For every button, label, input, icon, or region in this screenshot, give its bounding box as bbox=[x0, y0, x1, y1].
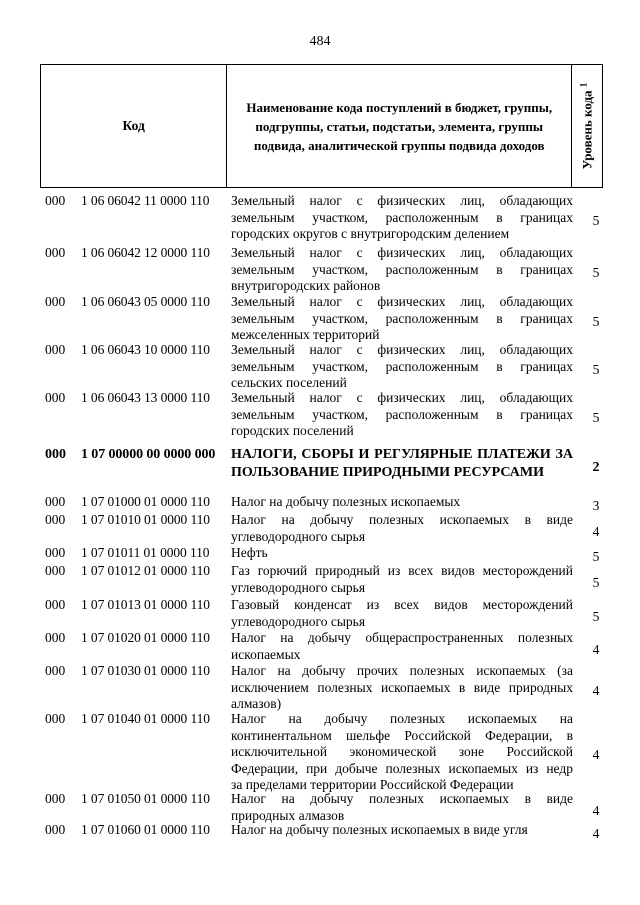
level-cell: 4 bbox=[592, 826, 600, 841]
footnote-marker: 1 bbox=[578, 82, 589, 88]
name-line: исключением полезных ископаемых в виде природных bbox=[231, 679, 573, 695]
level-cell: 2 bbox=[592, 460, 600, 475]
name-line: углеводородного сырья bbox=[231, 528, 366, 544]
table-header bbox=[40, 64, 603, 188]
name-line: природных алмазов bbox=[231, 807, 345, 823]
admin-code-cell: 000 bbox=[45, 630, 66, 645]
level-cell: 4 bbox=[592, 642, 600, 658]
level-cell: 5 bbox=[592, 575, 600, 591]
name-line: углеводородного сырья bbox=[231, 613, 366, 629]
admin-code-cell: 000 bbox=[45, 545, 66, 560]
name-line: городских поселений bbox=[231, 423, 354, 438]
budget-code-cell: 1 07 01000 01 0000 110 bbox=[81, 494, 210, 509]
name-line: земельным участком, расположенным в границах bbox=[231, 261, 573, 277]
budget-code-cell: 1 06 06043 13 0000 110 bbox=[81, 390, 210, 405]
budget-code-cell: 1 07 01013 01 0000 110 bbox=[81, 597, 210, 612]
name-line: внутригородских районов bbox=[231, 278, 381, 293]
level-cell: 5 bbox=[592, 313, 600, 329]
level-cell: 5 bbox=[592, 609, 600, 625]
name-line: Налог на добычу прочих полезных ископаемых (за bbox=[231, 663, 573, 678]
name-line: ископаемых bbox=[231, 646, 301, 662]
name-cell bbox=[231, 342, 573, 392]
level-cell: 4 bbox=[592, 682, 600, 698]
level-cell: 5 bbox=[592, 212, 600, 228]
name-cell bbox=[231, 630, 573, 663]
budget-code-cell: 1 07 01050 01 0000 110 bbox=[81, 791, 210, 806]
name-line: Земельный налог с физических лиц, обладающих bbox=[231, 294, 573, 309]
name-line: земельным участком, расположенным в границах bbox=[231, 406, 573, 422]
name-cell bbox=[231, 597, 573, 630]
name-cell bbox=[231, 512, 573, 545]
budget-code-cell: 1 06 06043 05 0000 110 bbox=[81, 294, 210, 309]
name-line: межселенных территорий bbox=[231, 327, 380, 342]
admin-code-cell: 000 bbox=[45, 663, 66, 678]
budget-code-cell: 1 06 06042 12 0000 110 bbox=[81, 245, 210, 260]
budget-code-cell: 1 07 01010 01 0000 110 bbox=[81, 512, 210, 527]
name-cell bbox=[231, 390, 573, 440]
page-number: 484 bbox=[309, 34, 331, 49]
name-cell bbox=[231, 193, 573, 243]
name-line: алмазов) bbox=[231, 696, 282, 711]
level-cell: 4 bbox=[592, 803, 600, 819]
budget-code-cell: 1 07 01020 01 0000 110 bbox=[81, 630, 210, 645]
level-cell: 5 bbox=[592, 409, 600, 425]
admin-code-cell: 000 bbox=[45, 563, 66, 578]
level-cell: 5 bbox=[592, 549, 600, 564]
budget-code-cell: 1 07 01012 01 0000 110 bbox=[81, 563, 210, 578]
header-name-cell: Наименование кода поступлений в бюджет, группы, подгруппы, статьи, подстатьи, элемента, группы подвида, аналитической группы подвида доходов bbox=[227, 65, 572, 187]
name-line: Налог на добычу полезных ископаемых на bbox=[231, 711, 573, 726]
name-line: Налог на добычу полезных ископаемых в виде угля bbox=[231, 822, 528, 837]
name-line: континентальном шельфе Российской Федерации, в bbox=[231, 727, 573, 743]
name-line: Налог на добычу общераспространенных полезных bbox=[231, 630, 573, 645]
budget-code-cell: 1 07 01060 01 0000 110 bbox=[81, 822, 210, 837]
name-line: за пределами территории Российской Федерации bbox=[231, 777, 514, 792]
name-line: Земельный налог с физических лиц, обладающих bbox=[231, 245, 573, 260]
admin-code-cell: 000 bbox=[45, 791, 66, 806]
name-cell bbox=[231, 494, 573, 511]
admin-code-cell: 000 bbox=[45, 597, 66, 612]
admin-code-cell: 000 bbox=[45, 711, 66, 726]
level-cell: 5 bbox=[592, 264, 600, 280]
name-line: Федерации, при добыче полезных ископаемых из недр bbox=[231, 760, 573, 776]
name-line: Налог на добычу полезных ископаемых bbox=[231, 494, 461, 509]
header-code-cell: Код bbox=[41, 65, 227, 187]
name-cell bbox=[231, 545, 573, 562]
admin-code-cell: 000 bbox=[45, 390, 66, 405]
header-level-cell bbox=[572, 65, 602, 187]
level-cell: 5 bbox=[592, 361, 600, 377]
name-cell bbox=[231, 822, 573, 839]
admin-code-cell: 000 bbox=[45, 822, 66, 837]
name-cell bbox=[231, 446, 573, 482]
budget-code-cell: 1 07 01040 01 0000 110 bbox=[81, 711, 210, 726]
admin-code-cell: 000 bbox=[45, 512, 66, 527]
admin-code-cell: 000 bbox=[45, 494, 66, 509]
name-line: Газ горючий природный из всех видов месторождений bbox=[231, 563, 573, 578]
name-line: Налог на добычу полезных ископаемых в виде bbox=[231, 791, 573, 806]
name-line: НАЛОГИ, СБОРЫ И РЕГУЛЯРНЫЕ ПЛАТЕЖИ ЗА bbox=[231, 447, 573, 462]
admin-code-cell: 000 bbox=[45, 193, 66, 208]
name-line: городских округов с внутригородским делением bbox=[231, 226, 510, 241]
name-line: Нефть bbox=[231, 545, 268, 560]
header-level-label: Уровень кода $^1$ bbox=[578, 82, 595, 170]
budget-code-cell: 1 07 00000 00 0000 000 bbox=[81, 447, 216, 462]
name-line: исключительной экономической зоне Российской bbox=[231, 744, 573, 759]
level-cell: 4 bbox=[592, 524, 600, 540]
name-line: Земельный налог с физических лиц, обладающих bbox=[231, 390, 573, 405]
name-line: углеводородного сырья bbox=[231, 579, 366, 595]
name-cell bbox=[231, 563, 573, 596]
admin-code-cell: 000 bbox=[45, 342, 66, 357]
name-line: земельным участком, расположенным в границах bbox=[231, 310, 573, 326]
budget-code-cell: 1 07 01011 01 0000 110 bbox=[81, 545, 210, 560]
name-cell bbox=[231, 791, 573, 824]
name-line: Налог на добычу полезных ископаемых в виде bbox=[231, 512, 573, 527]
budget-code-cell: 1 07 01030 01 0000 110 bbox=[81, 663, 210, 678]
admin-code-cell: 000 bbox=[45, 447, 66, 462]
name-line: Земельный налог с физических лиц, обладающих bbox=[231, 193, 573, 208]
name-cell bbox=[231, 245, 573, 295]
name-line: земельным участком, расположенным в границах bbox=[231, 358, 573, 374]
budget-code-cell: 1 06 06043 10 0000 110 bbox=[81, 342, 210, 357]
name-cell bbox=[231, 294, 573, 344]
name-line: ПОЛЬЗОВАНИЕ ПРИРОДНЫМИ РЕСУРСАМИ bbox=[231, 465, 545, 480]
name-line: Земельный налог с физических лиц, обладающих bbox=[231, 342, 573, 357]
name-cell bbox=[231, 663, 573, 713]
name-line: земельным участком, расположенным в границах bbox=[231, 209, 573, 225]
name-line: Газовый конденсат из всех видов месторождений bbox=[231, 597, 573, 612]
level-cell: 3 bbox=[592, 498, 600, 513]
budget-code-cell: 1 06 06042 11 0000 110 bbox=[81, 193, 210, 208]
admin-code-cell: 000 bbox=[45, 294, 66, 309]
name-cell bbox=[231, 711, 573, 794]
admin-code-cell: 000 bbox=[45, 245, 66, 260]
name-line: сельских поселений bbox=[231, 375, 347, 390]
level-cell: 4 bbox=[592, 747, 600, 762]
